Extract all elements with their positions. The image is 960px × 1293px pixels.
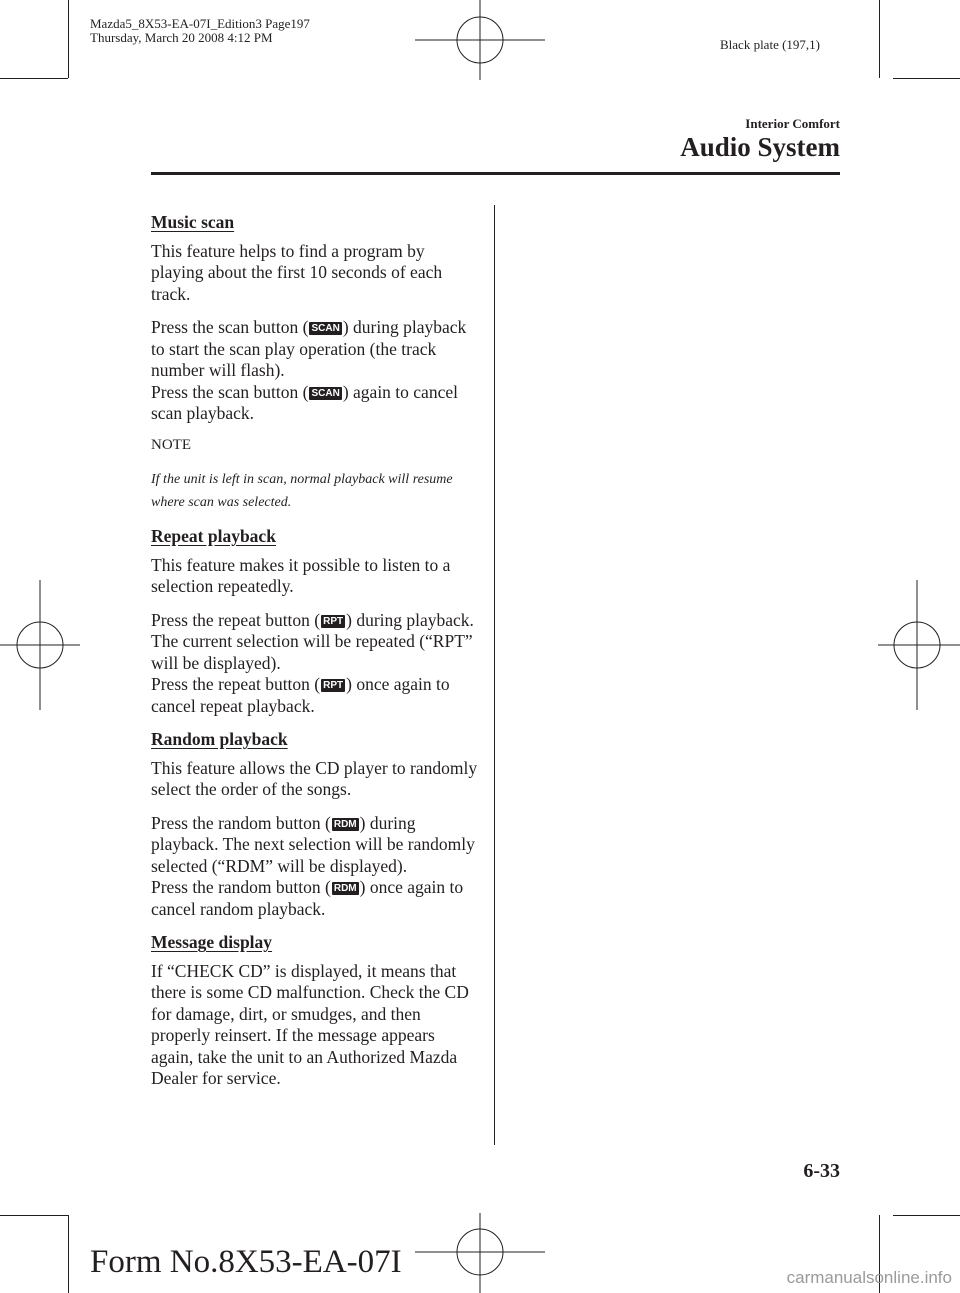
message-display-text: If “CHECK CD” is displayed, it means that there is some CD malfunction. Check the CD for damage, dirt, or smudges, and then properly reinsert. If the message appears again, take the unit to an Authorized Mazda Dealer for service. [151, 960, 469, 1088]
random-instructions: Press the random button ( RDM ) during playback. The next selection will be randomly selected (“RDM” will be displayed). Press the random button ( RDM ) once again to cancel random playback. [151, 812, 475, 919]
repeat-instructions: Press the repeat button ( RPT ) during playback. The current selection will be repeated (“RPT” will be displayed). Press the repeat button ( RPT ) once again to cancel repeat playback. [151, 609, 474, 716]
column-divider [494, 205, 495, 1145]
print-file-line: Mazda5_8X53-EA-07I_Edition3 Page197 [90, 16, 310, 31]
registration-mark-top [415, 0, 545, 80]
crop-mark [0, 78, 68, 79]
section-label: Interior Comfort [745, 116, 840, 131]
crop-mark [68, 1215, 69, 1293]
note-title: NOTE [151, 436, 191, 453]
print-date-line: Thursday, March 20 2008 4:12 PM [90, 30, 273, 45]
random-button-icon: RDM [333, 883, 357, 894]
registration-mark-left [0, 580, 80, 710]
heading-music-scan: Music scan [151, 212, 235, 232]
note-text: If the unit is left in scan, normal playback will resume where scan was selected. [151, 472, 453, 510]
music-scan-instructions: Press the scan button ( SCAN ) during playback to start the scan play operation (the track number will flash). Press the scan button ( SCAN ) again to cancel scan playback. [151, 317, 467, 423]
repeat-button-icon: RPT [323, 680, 344, 691]
crop-mark [879, 0, 880, 78]
repeat-intro: This feature makes it possible to listen to a selection repeatedly. [151, 554, 451, 596]
page-title: Audio System [680, 132, 840, 162]
registration-mark-right [878, 580, 960, 710]
main-column [151, 212, 481, 1102]
crop-mark [893, 78, 960, 79]
heading-message-display: Message display [151, 932, 273, 952]
form-number: Form No.8X53-EA-07I [90, 1244, 402, 1280]
crop-mark [68, 0, 69, 78]
header-rule [151, 172, 840, 175]
page-number: 6-33 [803, 1160, 840, 1182]
heading-random-playback: Random playback [151, 729, 288, 749]
registration-mark-bottom [415, 1213, 545, 1293]
heading-repeat-playback: Repeat playback [151, 526, 276, 546]
black-plate-label: Black plate (197,1) [720, 37, 820, 52]
watermark-link[interactable]: carmanualsonline.info [786, 1268, 952, 1287]
crop-mark [0, 1215, 68, 1216]
music-scan-intro: This feature helps to find a program by playing about the first 10 seconds of each track. [151, 240, 443, 304]
random-button-icon: RDM [333, 818, 357, 830]
scan-button-icon: SCAN [311, 387, 340, 399]
crop-mark [893, 1215, 960, 1216]
repeat-button-icon: RPT [323, 615, 344, 627]
scan-button-icon: SCAN [311, 323, 340, 334]
random-intro: This feature allows the CD player to randomly select the order of the songs. [151, 757, 478, 799]
